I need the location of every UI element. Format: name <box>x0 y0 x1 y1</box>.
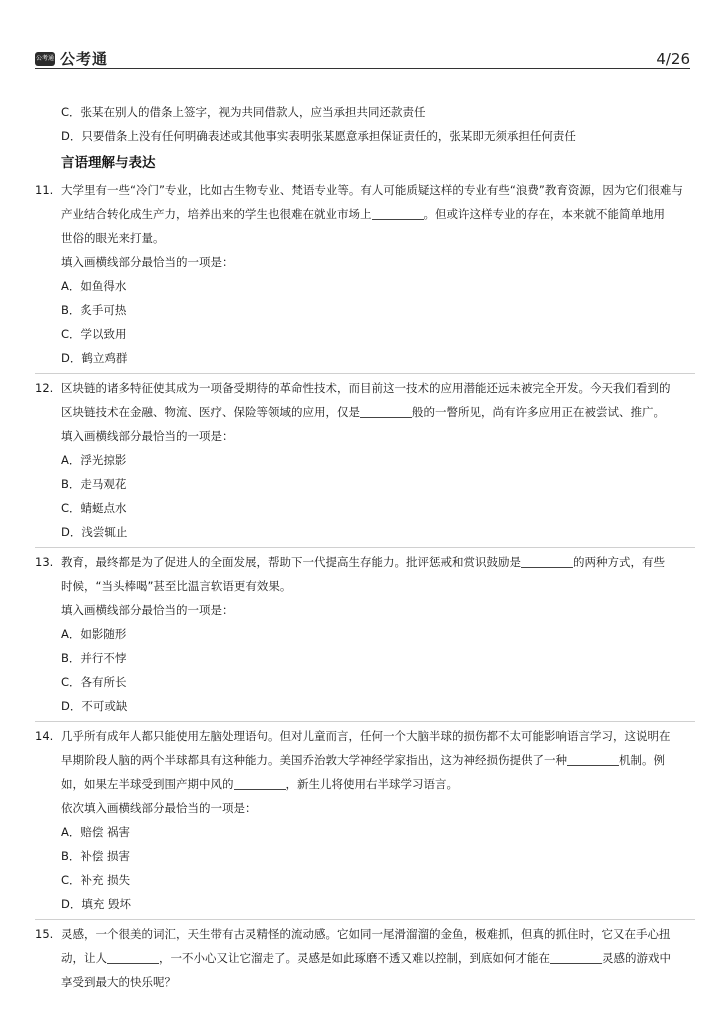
fill-blank <box>372 205 424 220</box>
answer-option: A．如影随形 <box>61 627 127 641</box>
question-text-line <box>35 748 695 772</box>
question-11 <box>35 178 695 370</box>
question-line-body <box>61 207 665 221</box>
prev-option-d: D．只要借条上没有任何明确表述或其他事实表明张某愿意承担保证责任的，张某即无须承担任何责任 <box>61 129 576 143</box>
question-text-line <box>35 970 695 994</box>
question-number: 14. <box>35 729 54 743</box>
question-text-line <box>35 550 695 574</box>
question-text: 般的一瞥所见，尚有许多应用正在被尝试、推广。 <box>412 405 665 419</box>
question-divider <box>35 919 695 920</box>
answer-option: A．浮光掠影 <box>61 453 127 467</box>
fill-blank <box>521 553 573 568</box>
answer-option: D．填充 毁坏 <box>61 897 132 911</box>
question-text: 几乎所有成年人都只能使用左脑处理语句。但对儿童而言，任何一个大脑半球的损伤都不太可能影响语言学习，这说明在 <box>61 729 671 743</box>
document-body <box>35 100 695 994</box>
question-line-body <box>61 376 671 400</box>
question-text: 世俗的眼光来打量。 <box>61 231 165 245</box>
answer-option: B．并行不悖 <box>61 651 127 665</box>
logo <box>35 48 108 69</box>
question-text-line <box>35 226 695 250</box>
question-text-line <box>35 376 695 400</box>
question-text: 区块链技术在金融、物流、医疗、保险等领域的应用，仅是 <box>61 405 360 419</box>
question-line-body <box>61 777 458 791</box>
fill-blank <box>550 949 602 964</box>
question-text-line <box>35 922 695 946</box>
section-title: 言语理解与表达 <box>61 155 156 171</box>
answer-option: A．如鱼得水 <box>61 279 127 293</box>
question-text: 如，如果左半球受到围产期中风的 <box>61 777 234 791</box>
question-text: 时候，“当头棒喝”甚至比温言软语更有效果。 <box>61 579 292 593</box>
question-12 <box>35 373 695 544</box>
answer-option: B．炙手可热 <box>61 303 127 317</box>
question-text: 产业结合转化成生产力，培养出来的学生也很难在就业市场上 <box>61 207 372 221</box>
question-divider <box>35 547 695 548</box>
question-14 <box>35 721 695 916</box>
answer-option: D．浅尝辄止 <box>61 525 128 539</box>
question-line-body <box>61 178 683 202</box>
fill-blank <box>107 949 159 964</box>
question-line-body <box>61 975 176 989</box>
question-number: 11. <box>35 183 54 197</box>
question-divider <box>35 373 695 374</box>
fill-blank <box>567 751 619 766</box>
question-text: 机制。例 <box>619 753 665 767</box>
question-15 <box>35 919 695 994</box>
answer-option: C．蜻蜓点水 <box>61 501 127 515</box>
question-text: ，一不小心又让它溜走了。灵感是如此琢磨不透又难以控制，到底如何才能在 <box>159 951 550 965</box>
question-text-line <box>35 178 695 202</box>
question-text-line <box>35 400 695 424</box>
fill-blank <box>360 403 412 418</box>
question-text: 动，让人 <box>61 951 107 965</box>
answer-option: C．学以致用 <box>61 327 127 341</box>
question-prompt: 填入画横线部分最恰当的一项是： <box>61 429 234 443</box>
answer-option: B．补偿 损害 <box>61 849 131 863</box>
prev-option-c: C．张某在别人的借条上签字，视为共同借款人，应当承担共同还款责任 <box>61 105 426 119</box>
question-text: ，新生儿将使用右半球学习语言。 <box>285 777 458 791</box>
answer-option: C．补充 损失 <box>61 873 131 887</box>
question-text: 灵感，一个很美的词汇，天生带有古灵精怪的流动感。它如同一尾滑溜溜的金鱼，极难抓，但真的抓住时，它又在手心扭 <box>61 927 671 941</box>
question-text-line <box>35 574 695 598</box>
question-line-body <box>61 550 665 574</box>
question-text-line <box>35 772 695 796</box>
question-number: 13. <box>35 555 54 569</box>
answer-option: C．各有所长 <box>61 675 127 689</box>
question-text-line <box>35 946 695 970</box>
question-text-line <box>35 202 695 226</box>
question-line-body <box>61 231 165 245</box>
question-text: 享受到最大的快乐呢？ <box>61 975 176 989</box>
question-text: 教育，最终都是为了促进人的全面发展，帮助下一代提高生存能力。批评惩戒和赏识鼓励是 <box>61 555 521 569</box>
question-text: 灵感的游戏中 <box>602 951 671 965</box>
question-prompt: 填入画横线部分最恰当的一项是： <box>61 255 234 269</box>
question-line-body <box>61 579 291 593</box>
logo-badge: 公考通 <box>35 52 55 66</box>
question-text: 区块链的诸多特征使其成为一项备受期待的革命性技术，而目前这一技术的应用潜能还远未被完全开发。今天我们看到的 <box>61 381 671 395</box>
question-text: 大学里有一些“冷门”专业，比如古生物专业、梵语专业等。有人可能质疑这样的专业有些“浪费”教育资源，因为它们很难与 <box>61 183 683 197</box>
page-header <box>35 44 690 70</box>
question-divider <box>35 721 695 722</box>
question-text: 的两种方式，有些 <box>573 555 665 569</box>
question-line-body <box>61 922 671 946</box>
question-list <box>35 178 695 994</box>
question-text: 早期阶段人脑的两个半球都具有这种能力。美国乔治敦大学神经学家指出，这为神经损伤提供了一种 <box>61 753 567 767</box>
logo-text: 公考通 <box>60 50 109 68</box>
question-prompt: 填入画横线部分最恰当的一项是： <box>61 603 234 617</box>
question-13 <box>35 547 695 718</box>
question-prompt: 依次填入画横线部分最恰当的一项是： <box>61 801 257 815</box>
question-text-line <box>35 724 695 748</box>
answer-option: B．走马观花 <box>61 477 127 491</box>
question-line-body <box>61 724 671 748</box>
question-text: 。但或许这样专业的存在，本来就不能简单地用 <box>423 207 665 221</box>
question-number: 15. <box>35 927 54 941</box>
answer-option: A．赔偿 祸害 <box>61 825 131 839</box>
answer-option: D．不可或缺 <box>61 699 128 713</box>
question-line-body <box>61 405 665 419</box>
answer-option: D．鹤立鸡群 <box>61 351 128 365</box>
page-number: 4/26 <box>656 50 690 68</box>
fill-blank <box>234 775 286 790</box>
question-number: 12. <box>35 381 54 395</box>
question-line-body <box>61 951 671 965</box>
question-line-body <box>61 753 665 767</box>
header-divider <box>35 68 690 69</box>
